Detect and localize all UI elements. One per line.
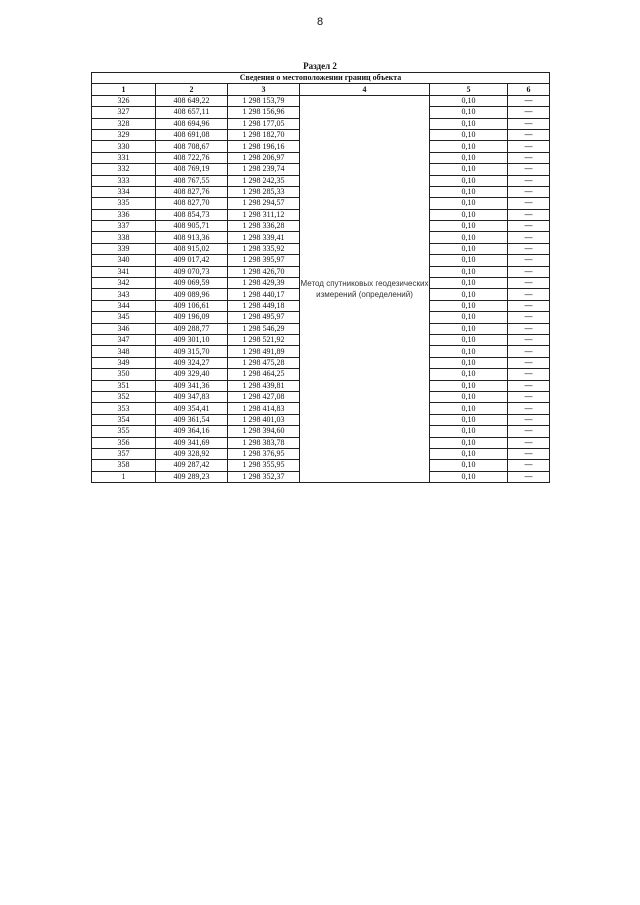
x-coordinate-cell: 409 288,77 [156, 323, 228, 334]
description-cell: — [508, 437, 550, 448]
y-coordinate-cell: 1 298 440,17 [228, 289, 300, 300]
point-number-cell: 358 [92, 460, 156, 471]
y-coordinate-cell: 1 298 495,97 [228, 312, 300, 323]
method-cell: Метод спутниковых геодезических измерений (определений) [300, 95, 430, 482]
description-cell: — [508, 209, 550, 220]
precision-cell: 0,10 [430, 141, 508, 152]
precision-cell: 0,10 [430, 369, 508, 380]
point-number-cell: 340 [92, 255, 156, 266]
point-number-cell: 345 [92, 312, 156, 323]
precision-cell: 0,10 [430, 460, 508, 471]
y-coordinate-cell: 1 298 196,16 [228, 141, 300, 152]
description-cell: — [508, 186, 550, 197]
table-row [92, 95, 550, 106]
precision-cell: 0,10 [430, 312, 508, 323]
point-number-cell: 339 [92, 243, 156, 254]
y-coordinate-cell: 1 298 239,74 [228, 164, 300, 175]
y-coordinate-cell: 1 298 394,60 [228, 426, 300, 437]
point-number-cell: 333 [92, 175, 156, 186]
precision-cell: 0,10 [430, 448, 508, 459]
x-coordinate-cell: 408 905,71 [156, 221, 228, 232]
precision-cell: 0,10 [430, 300, 508, 311]
x-coordinate-cell: 409 347,83 [156, 391, 228, 402]
precision-cell: 0,10 [430, 289, 508, 300]
precision-cell: 0,10 [430, 107, 508, 118]
point-number-cell: 341 [92, 266, 156, 277]
y-coordinate-cell: 1 298 414,83 [228, 403, 300, 414]
x-coordinate-cell: 409 329,40 [156, 369, 228, 380]
y-coordinate-cell: 1 298 449,18 [228, 300, 300, 311]
x-coordinate-cell: 409 070,73 [156, 266, 228, 277]
precision-cell: 0,10 [430, 164, 508, 175]
point-number-cell: 327 [92, 107, 156, 118]
precision-cell: 0,10 [430, 152, 508, 163]
precision-cell: 0,10 [430, 175, 508, 186]
description-cell: — [508, 426, 550, 437]
x-coordinate-cell: 408 657,11 [156, 107, 228, 118]
description-cell: — [508, 289, 550, 300]
point-number-cell: 326 [92, 95, 156, 106]
precision-cell: 0,10 [430, 437, 508, 448]
precision-cell: 0,10 [430, 198, 508, 209]
y-coordinate-cell: 1 298 395,97 [228, 255, 300, 266]
x-coordinate-cell: 409 341,69 [156, 437, 228, 448]
description-cell: — [508, 357, 550, 368]
x-coordinate-cell: 408 827,70 [156, 198, 228, 209]
section-title: Раздел 2 [303, 61, 337, 71]
x-coordinate-cell: 409 089,96 [156, 289, 228, 300]
point-number-cell: 343 [92, 289, 156, 300]
x-coordinate-cell: 409 287,42 [156, 460, 228, 471]
point-number-cell: 349 [92, 357, 156, 368]
point-number-cell: 1 [92, 471, 156, 482]
y-coordinate-cell: 1 298 491,89 [228, 346, 300, 357]
precision-cell: 0,10 [430, 118, 508, 129]
point-number-cell: 338 [92, 232, 156, 243]
precision-cell: 0,10 [430, 95, 508, 106]
point-number-cell: 336 [92, 209, 156, 220]
column-header-1: 1 [92, 84, 156, 95]
page-number: 8 [316, 16, 324, 28]
description-cell: — [508, 175, 550, 186]
y-coordinate-cell: 1 298 376,95 [228, 448, 300, 459]
precision-cell: 0,10 [430, 129, 508, 140]
precision-cell: 0,10 [430, 426, 508, 437]
x-coordinate-cell: 408 722,76 [156, 152, 228, 163]
x-coordinate-cell: 409 301,10 [156, 334, 228, 345]
description-cell: — [508, 221, 550, 232]
description-cell: — [508, 118, 550, 129]
description-cell: — [508, 380, 550, 391]
point-number-cell: 357 [92, 448, 156, 459]
description-cell: — [508, 255, 550, 266]
x-coordinate-cell: 409 328,92 [156, 448, 228, 459]
column-header-6: 6 [508, 84, 550, 95]
point-number-cell: 342 [92, 278, 156, 289]
point-number-cell: 353 [92, 403, 156, 414]
x-coordinate-cell: 409 196,09 [156, 312, 228, 323]
point-number-cell: 355 [92, 426, 156, 437]
description-cell: — [508, 107, 550, 118]
x-coordinate-cell: 408 915,02 [156, 243, 228, 254]
point-number-cell: 344 [92, 300, 156, 311]
column-header-4: 4 [300, 84, 430, 95]
y-coordinate-cell: 1 298 336,28 [228, 221, 300, 232]
precision-cell: 0,10 [430, 391, 508, 402]
description-cell: — [508, 414, 550, 425]
point-number-cell: 329 [92, 129, 156, 140]
y-coordinate-cell: 1 298 294,57 [228, 198, 300, 209]
y-coordinate-cell: 1 298 383,78 [228, 437, 300, 448]
x-coordinate-cell: 408 708,67 [156, 141, 228, 152]
point-number-cell: 354 [92, 414, 156, 425]
point-number-cell: 356 [92, 437, 156, 448]
x-coordinate-cell: 408 913,36 [156, 232, 228, 243]
description-cell: — [508, 300, 550, 311]
x-coordinate-cell: 408 694,96 [156, 118, 228, 129]
x-coordinate-cell: 409 361,54 [156, 414, 228, 425]
description-cell: — [508, 403, 550, 414]
precision-cell: 0,10 [430, 323, 508, 334]
description-cell: — [508, 95, 550, 106]
point-number-cell: 335 [92, 198, 156, 209]
description-cell: — [508, 129, 550, 140]
description-cell: — [508, 471, 550, 482]
table-caption: Сведения о местоположении границ объекта [92, 73, 550, 84]
description-cell: — [508, 198, 550, 209]
x-coordinate-cell: 408 691,08 [156, 129, 228, 140]
y-coordinate-cell: 1 298 153,79 [228, 95, 300, 106]
y-coordinate-cell: 1 298 285,33 [228, 186, 300, 197]
column-header-row [92, 84, 550, 95]
x-coordinate-cell: 409 069,59 [156, 278, 228, 289]
precision-cell: 0,10 [430, 255, 508, 266]
y-coordinate-cell: 1 298 177,05 [228, 118, 300, 129]
y-coordinate-cell: 1 298 429,39 [228, 278, 300, 289]
x-coordinate-cell: 409 354,41 [156, 403, 228, 414]
point-number-cell: 330 [92, 141, 156, 152]
y-coordinate-cell: 1 298 335,92 [228, 243, 300, 254]
precision-cell: 0,10 [430, 471, 508, 482]
x-coordinate-cell: 408 827,76 [156, 186, 228, 197]
column-header-2: 2 [156, 84, 228, 95]
description-cell: — [508, 232, 550, 243]
point-number-cell: 346 [92, 323, 156, 334]
column-header-3: 3 [228, 84, 300, 95]
precision-cell: 0,10 [430, 266, 508, 277]
point-number-cell: 328 [92, 118, 156, 129]
point-number-cell: 337 [92, 221, 156, 232]
column-header-5: 5 [430, 84, 508, 95]
point-number-cell: 351 [92, 380, 156, 391]
precision-cell: 0,10 [430, 380, 508, 391]
x-coordinate-cell: 409 324,27 [156, 357, 228, 368]
x-coordinate-cell: 409 017,42 [156, 255, 228, 266]
point-number-cell: 331 [92, 152, 156, 163]
precision-cell: 0,10 [430, 243, 508, 254]
precision-cell: 0,10 [430, 357, 508, 368]
precision-cell: 0,10 [430, 209, 508, 220]
description-cell: — [508, 323, 550, 334]
y-coordinate-cell: 1 298 401,03 [228, 414, 300, 425]
description-cell: — [508, 334, 550, 345]
precision-cell: 0,10 [430, 403, 508, 414]
description-cell: — [508, 369, 550, 380]
point-number-cell: 334 [92, 186, 156, 197]
boundary-coordinates-table [91, 72, 550, 483]
y-coordinate-cell: 1 298 355,95 [228, 460, 300, 471]
precision-cell: 0,10 [430, 414, 508, 425]
description-cell: — [508, 278, 550, 289]
precision-cell: 0,10 [430, 221, 508, 232]
description-cell: — [508, 312, 550, 323]
y-coordinate-cell: 1 298 475,28 [228, 357, 300, 368]
description-cell: — [508, 346, 550, 357]
point-number-cell: 332 [92, 164, 156, 175]
precision-cell: 0,10 [430, 186, 508, 197]
y-coordinate-cell: 1 298 206,97 [228, 152, 300, 163]
description-cell: — [508, 243, 550, 254]
x-coordinate-cell: 408 854,73 [156, 209, 228, 220]
precision-cell: 0,10 [430, 346, 508, 357]
description-cell: — [508, 164, 550, 175]
y-coordinate-cell: 1 298 426,70 [228, 266, 300, 277]
description-cell: — [508, 448, 550, 459]
point-number-cell: 347 [92, 334, 156, 345]
y-coordinate-cell: 1 298 156,96 [228, 107, 300, 118]
y-coordinate-cell: 1 298 521,92 [228, 334, 300, 345]
x-coordinate-cell: 409 341,36 [156, 380, 228, 391]
x-coordinate-cell: 409 106,61 [156, 300, 228, 311]
description-cell: — [508, 141, 550, 152]
precision-cell: 0,10 [430, 278, 508, 289]
y-coordinate-cell: 1 298 339,41 [228, 232, 300, 243]
point-number-cell: 352 [92, 391, 156, 402]
table-body [92, 95, 550, 482]
x-coordinate-cell: 409 364,16 [156, 426, 228, 437]
point-number-cell: 348 [92, 346, 156, 357]
x-coordinate-cell: 409 289,23 [156, 471, 228, 482]
y-coordinate-cell: 1 298 546,29 [228, 323, 300, 334]
x-coordinate-cell: 409 315,70 [156, 346, 228, 357]
description-cell: — [508, 460, 550, 471]
y-coordinate-cell: 1 298 464,25 [228, 369, 300, 380]
y-coordinate-cell: 1 298 352,37 [228, 471, 300, 482]
description-cell: — [508, 266, 550, 277]
y-coordinate-cell: 1 298 242,35 [228, 175, 300, 186]
point-number-cell: 350 [92, 369, 156, 380]
y-coordinate-cell: 1 298 311,12 [228, 209, 300, 220]
y-coordinate-cell: 1 298 439,81 [228, 380, 300, 391]
x-coordinate-cell: 408 649,22 [156, 95, 228, 106]
description-cell: — [508, 152, 550, 163]
x-coordinate-cell: 408 767,55 [156, 175, 228, 186]
x-coordinate-cell: 408 769,19 [156, 164, 228, 175]
precision-cell: 0,10 [430, 232, 508, 243]
y-coordinate-cell: 1 298 427,08 [228, 391, 300, 402]
description-cell: — [508, 391, 550, 402]
y-coordinate-cell: 1 298 182,70 [228, 129, 300, 140]
precision-cell: 0,10 [430, 334, 508, 345]
